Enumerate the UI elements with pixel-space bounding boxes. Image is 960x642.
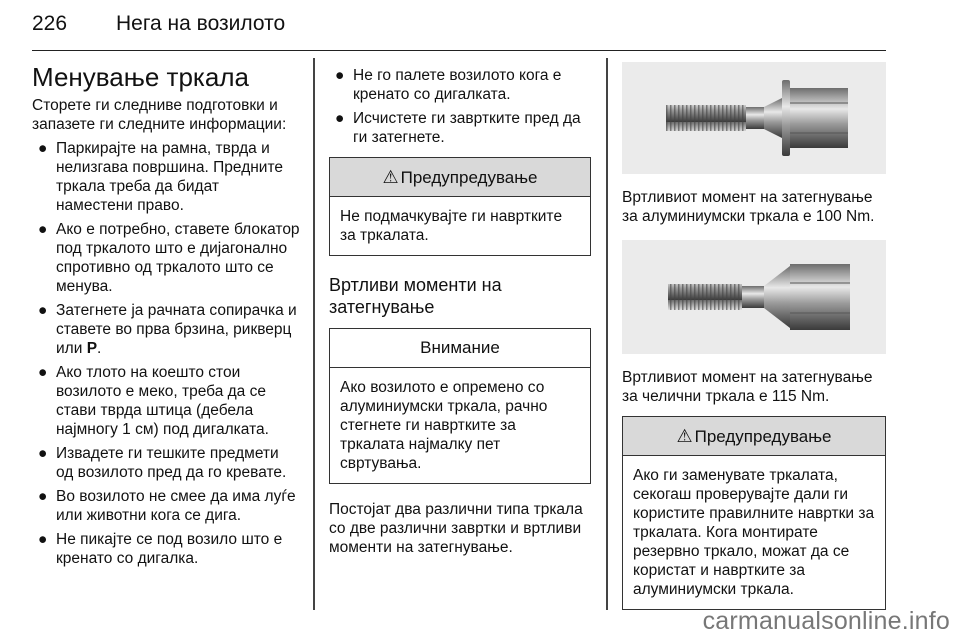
- warning-header: ⚠ Предупредување: [330, 158, 590, 197]
- list-item: ● Паркирајте на рамна, тврда и нелизгава површина. Предните тркала треба да бидат наместени право.: [38, 140, 283, 214]
- intro-text: Сторете ги следниве подготовки и запазете ги следните информации:: [32, 97, 287, 133]
- caution-box: [329, 328, 591, 484]
- running-title: Нега на возилото: [116, 12, 286, 35]
- page-header: [32, 10, 886, 51]
- bullet-icon: ●: [335, 110, 345, 127]
- bullet-icon: ●: [38, 488, 48, 505]
- list-item: ● Ако е потребно, ставете блокатор под тркалото што е дијагонално спротивно од тркалото што се менува.: [38, 221, 300, 295]
- list-item: ● Исчистете ги завртките пред да ги затегнете.: [335, 110, 581, 146]
- wheel-bolt-aluminium-image: [622, 62, 886, 174]
- figure-caption: Вртливиот момент на затегнување за челични тркала е 115 Nm.: [622, 369, 873, 405]
- column-2: [329, 58, 591, 557]
- list-item: ● Ако тлото на коешто стои возилото е меко, треба да се стави тврда штица (дебела најмногу 1 см) под дигалката.: [38, 364, 269, 438]
- caution-header: Внимание: [330, 329, 590, 368]
- warning-triangle-icon: ⚠: [382, 167, 399, 187]
- column-divider: [606, 58, 608, 610]
- column-3: [622, 58, 886, 610]
- list-item: ● Не го палете возилото кога е кренато со дигалката.: [335, 67, 562, 103]
- figure-caption: Вртливиот момент на затегнување за алуминиумски тркала е 100 Nm.: [622, 189, 875, 225]
- page-number: 226: [32, 12, 68, 35]
- watermark: carmanualsonline.info: [702, 607, 950, 635]
- gear-p-label: P: [86, 340, 98, 357]
- bullet-icon: ●: [38, 221, 48, 238]
- bullet-icon: ●: [38, 531, 48, 548]
- warning-header: ⚠ Предупредување: [623, 417, 885, 456]
- warning-box: [622, 416, 886, 610]
- wheel-bolt-aluminium-icon: [622, 62, 886, 174]
- warning-box: [329, 157, 591, 256]
- bullet-icon: ●: [38, 302, 48, 319]
- wheel-bolt-steel-image: [622, 240, 886, 354]
- column-1: [32, 58, 300, 568]
- bullet-icon: ●: [38, 364, 48, 381]
- warning-text: Ако ги заменувате тркалата, секогаш проверувајте дали ги користите правилните навртки за тркалата. Кога монтирате резервно тркало, можат да се користат и навртките за алуминиумски тркала.: [633, 467, 875, 598]
- preparation-list: [32, 139, 300, 568]
- section-title: Менување тркала: [32, 62, 249, 92]
- bullet-icon: ●: [335, 67, 345, 84]
- list-item: ● Не пикајте се под возило што е кренато со дигалка.: [38, 531, 283, 567]
- torque-heading: Вртливи моменти на затегнување: [329, 275, 502, 317]
- list-item: ● Извадете ги тешките предмети од возилото пред да го кревате.: [38, 445, 287, 481]
- warning-text: Не подмачкувајте ги наврткитe за тркалата.: [340, 208, 563, 244]
- column-divider: [313, 58, 315, 610]
- preparation-list-continued: [329, 66, 591, 147]
- torque-paragraph: Постојат два различни типа тркала со две различни завртки и вртливи моменти на затегнување.: [329, 501, 583, 556]
- wheel-bolt-steel-icon: [622, 240, 886, 354]
- warning-triangle-icon: ⚠: [676, 426, 693, 446]
- caution-text: Ако возилото е опремено со алуминиумски тркала, рачно стегнете ги навртките за тркалата најмалку пет свртувања.: [340, 379, 548, 472]
- bullet-icon: ●: [38, 445, 48, 462]
- list-item: ● Затегнете ја рачната сопирачка и ставете во прва брзина, рикверц или P.: [38, 302, 297, 357]
- bullet-icon: ●: [38, 140, 48, 157]
- list-item: ● Во возилото не смее да има луѓе или животни кога се дига.: [38, 488, 296, 524]
